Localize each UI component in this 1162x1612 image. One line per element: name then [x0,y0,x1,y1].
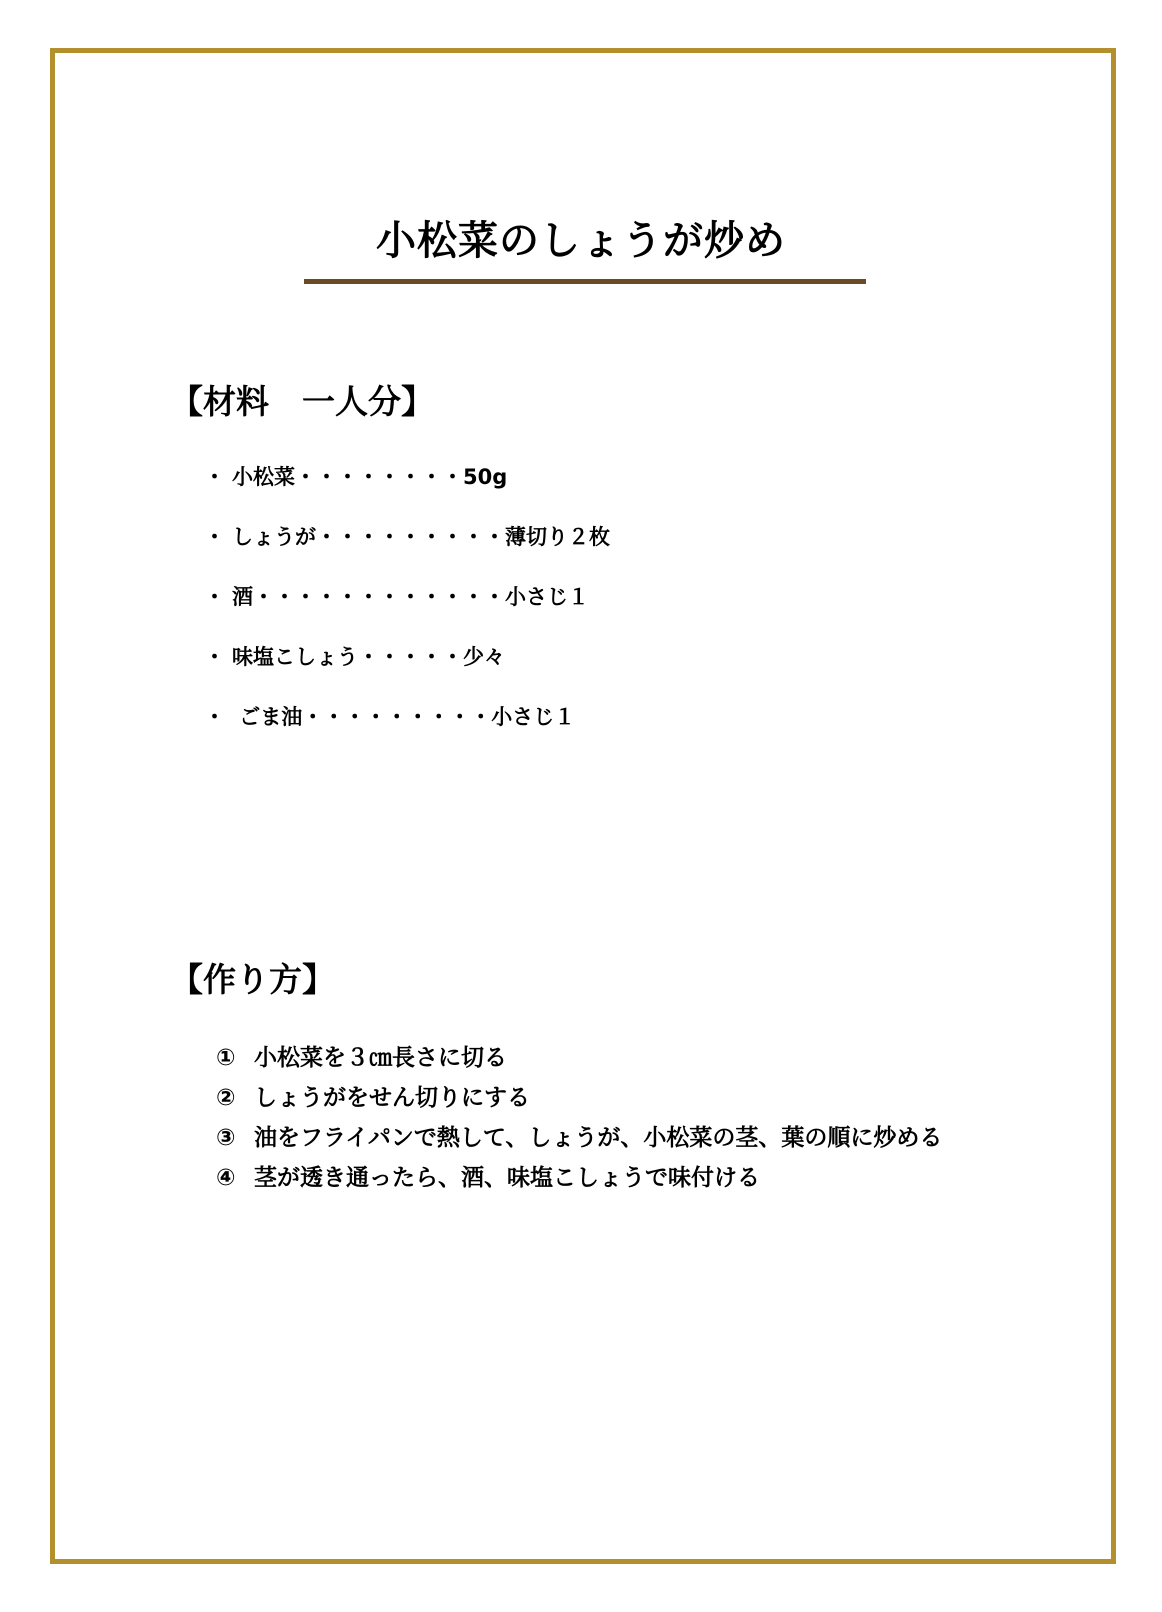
step-number: ③ [216,1125,236,1151]
step-number: ② [216,1085,236,1111]
step-item [216,1082,942,1122]
step-text: しょうがをせん切りにする [254,1085,530,1111]
method-heading: 【作り方】 [170,960,335,999]
ingredient-text: 味塩こしょう・・・・・少々 [232,645,505,669]
bullet: ・ [204,525,225,549]
step-number: ① [216,1045,236,1071]
ingredients-list [204,462,610,762]
step-item [216,1162,942,1202]
step-text: 茎が透き通ったら、酒、味塩こしょうで味付ける [254,1165,760,1191]
recipe-title: 小松菜のしょうが炒め [376,218,786,264]
steps-list [216,1042,942,1202]
step-item [216,1122,942,1162]
ingredient-text: 酒・・・・・・・・・・・・小さじ１ [232,585,589,609]
page-border [50,48,1116,1564]
ingredient-text: しょうが・・・・・・・・・薄切り２枚 [232,525,610,549]
step-text: 小松菜を３㎝長さに切る [254,1045,507,1071]
bullet: ・ [204,465,225,489]
title-underline [304,279,866,284]
ingredient-text: ごま油・・・・・・・・・小さじ１ [232,705,576,729]
bullet: ・ [204,705,225,729]
step-number: ④ [216,1165,236,1191]
step-text: 油をフライパンで熱して、しょうが、小松菜の茎、葉の順に炒める [254,1125,943,1151]
ingredients-heading: 【材料 一人分】 [170,382,434,421]
ingredient-item [204,702,610,762]
ingredient-item [204,462,610,522]
ingredient-item [204,522,610,582]
step-item [216,1042,942,1082]
ingredient-item [204,582,610,642]
bullet: ・ [204,645,225,669]
ingredient-item [204,642,610,702]
ingredient-text: 小松菜・・・・・・・・50g [232,465,508,489]
bullet: ・ [204,585,225,609]
